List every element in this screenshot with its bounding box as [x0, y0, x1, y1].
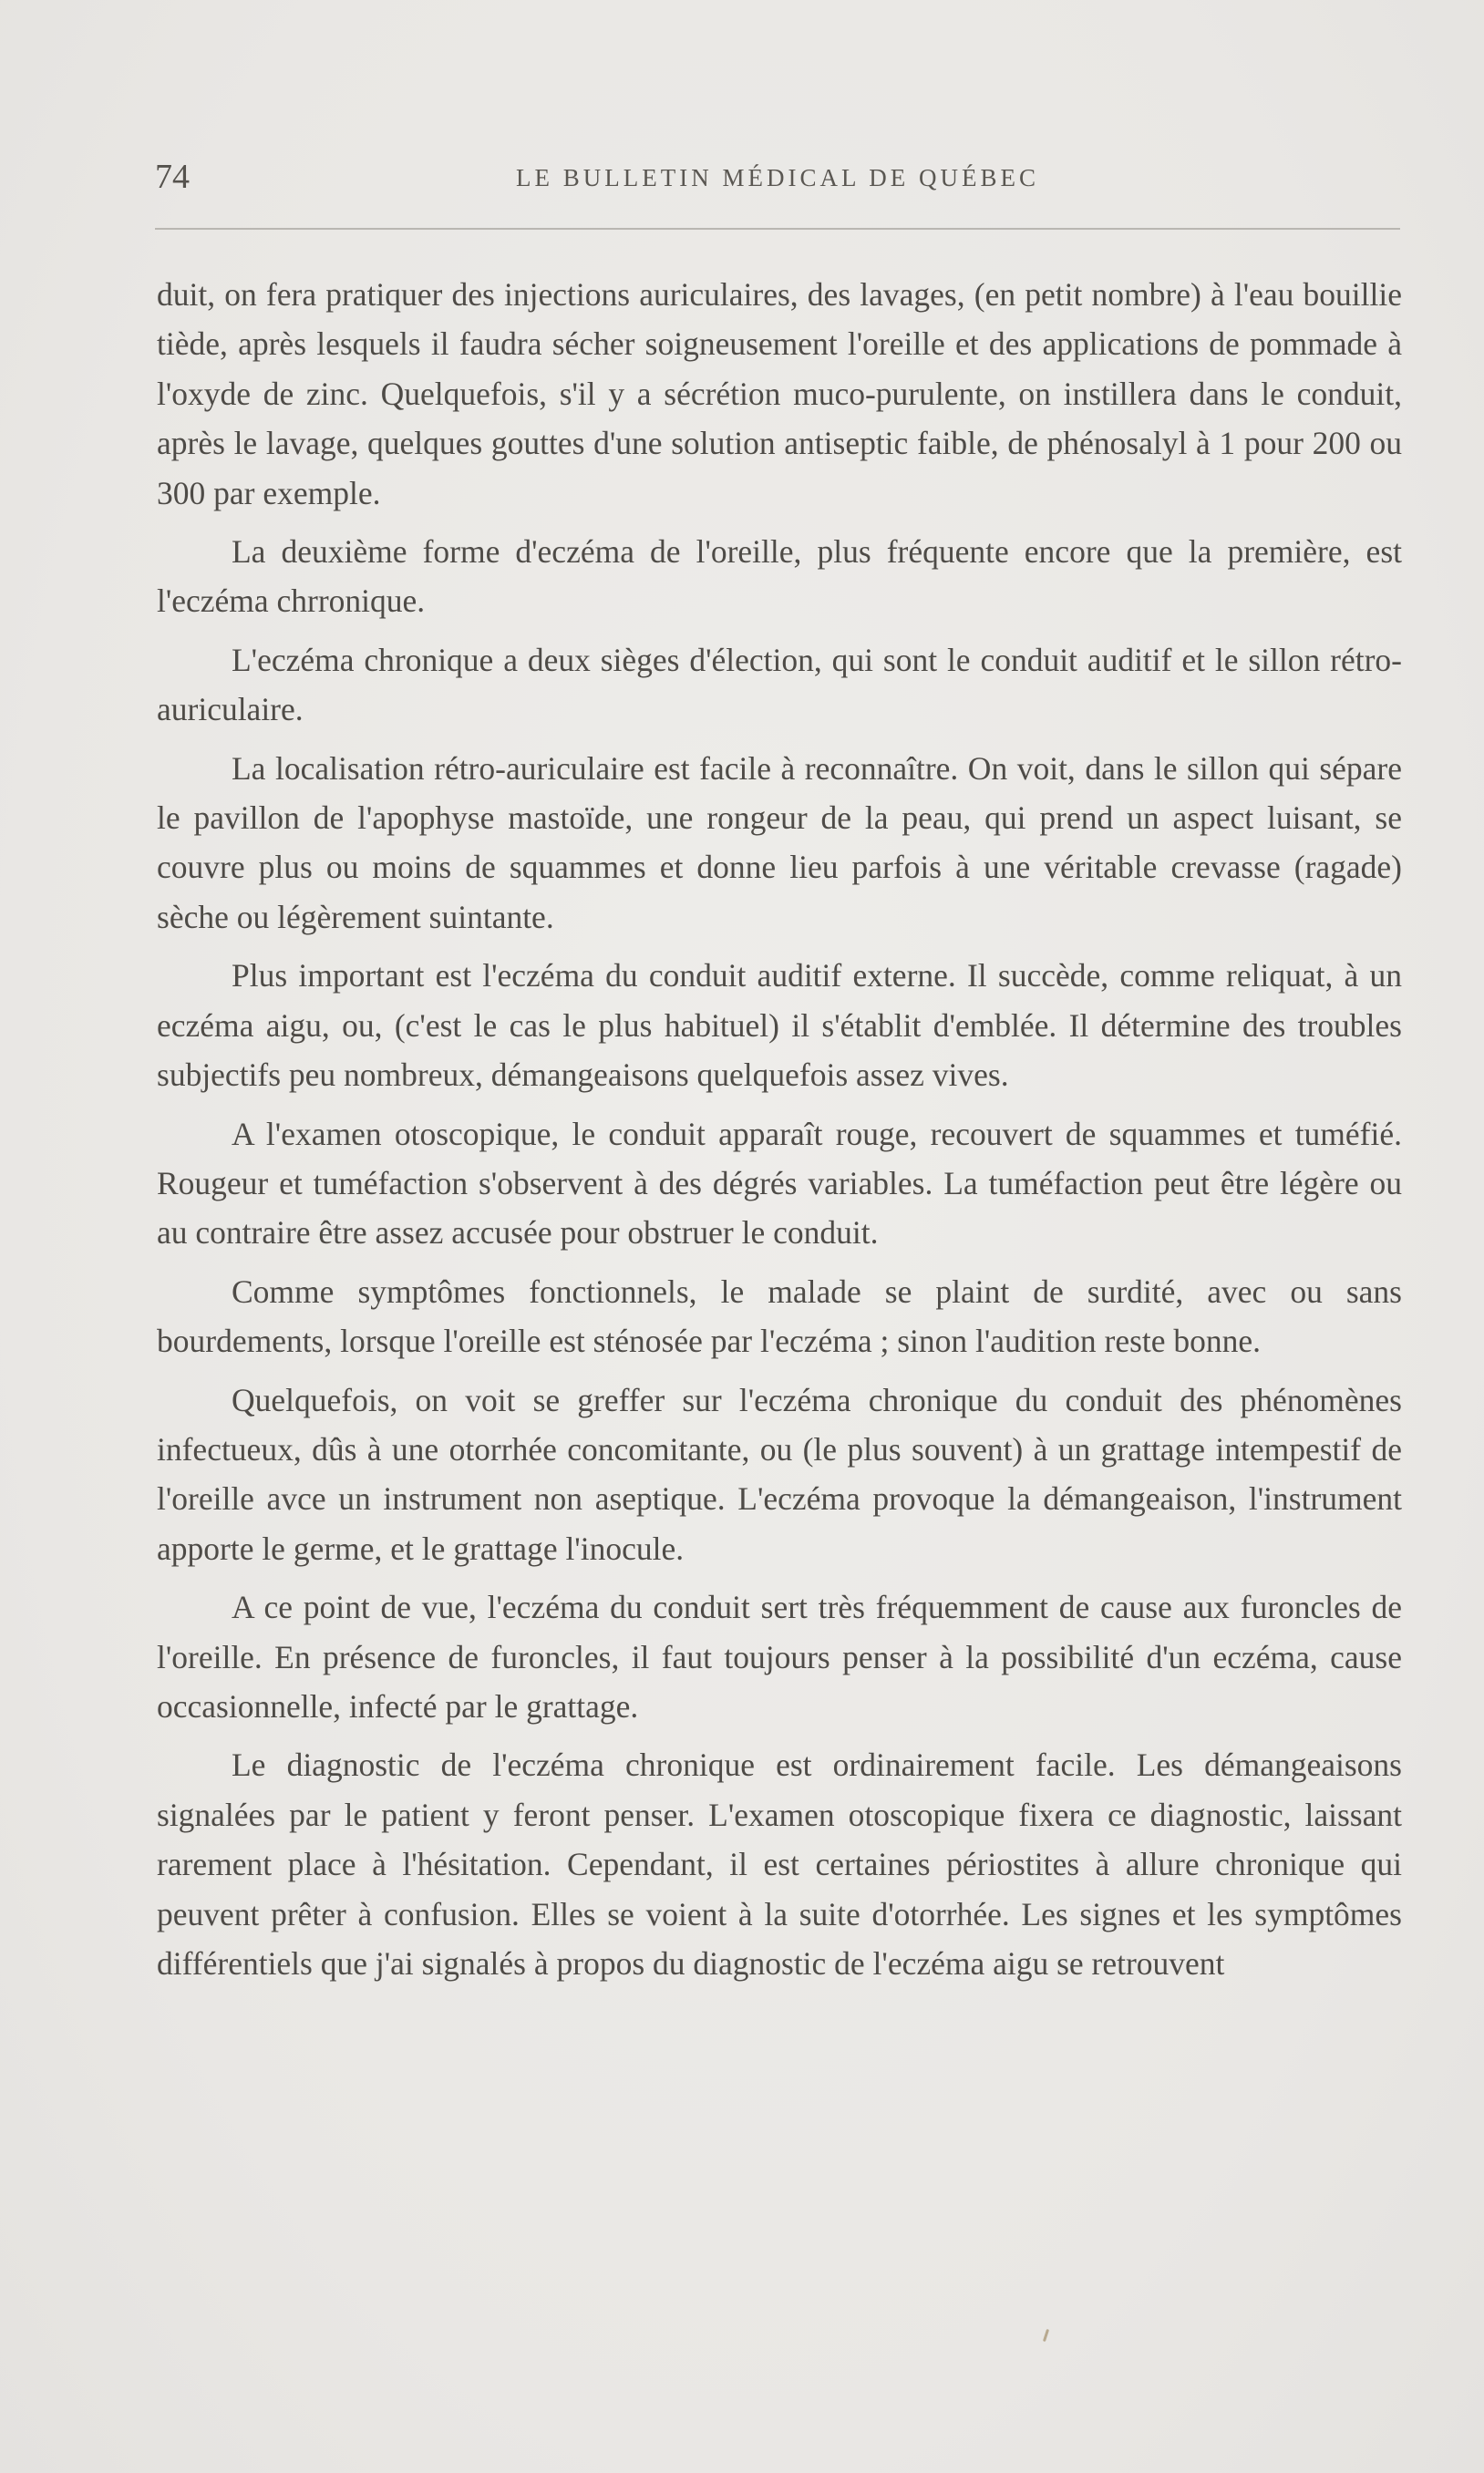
- paragraph: Plus important est l'eczéma du conduit auditif externe. Il succède, comme reliquat, à un eczéma aigu, ou, (c'est le cas le plus habituel) il s'établit d'emblée. Il détermine des troubles subjectifs peu nombreux, démangeaisons quelquefois assez vives.: [157, 957, 1402, 1094]
- paragraph: A ce point de vue, l'eczéma du conduit sert très fréquemment de cause aux furoncles de l'oreille. En présence de furoncles, il faut toujours penser à la possibilité d'un eczéma, cause occasionnelle, infecté par le grattage.: [157, 1589, 1402, 1725]
- paragraph: L'eczéma chronique a deux sièges d'élection, qui sont le conduit auditif et le sillon rétro-auriculaire.: [157, 641, 1402, 728]
- paragraph: La deuxième forme d'eczéma de l'oreille, plus fréquente encore que la première, est l'eczéma chrronique.: [157, 533, 1402, 620]
- header-rule: [155, 228, 1400, 230]
- page-number: 74: [155, 158, 190, 196]
- paragraph: Le diagnostic de l'eczéma chronique est ordinairement facile. Les démangeaisons signalées par le patient y feront penser. L'examen otoscopique fixera ce diagnostic, laissant rarement place à l'hésitation. Cependant, il est certaines périostites à allure chronique qui peuvent prêter à confusion. Elles se voient à la suite d'otorrhée. Les signes et les symptômes différentiels que j'ai signalés à propos du diagnostic de l'eczéma aigu se retrouvent: [157, 1747, 1402, 1982]
- article-body: [157, 270, 1402, 1997]
- paragraph: A l'examen otoscopique, le conduit apparaît rouge, recouvert de squammes et tuméfié. Rougeur et tuméfaction s'observent à des dégrés variables. La tuméfaction peut être légère ou au contraire être assez accusée pour obstruer le conduit.: [157, 1115, 1402, 1252]
- paragraph-continuation: duit, on fera pratiquer des injections auriculaires, des lavages, (en petit nombre) à l'eau bouillie tiède, après lesquels il faudra sécher soigneusement l'oreille et des applications de pommade à l'oxyde de zinc. Quelquefois, s'il y a sécrétion muco-purulente, on instillera dans le conduit, après le lavage, quelques gouttes d'une solution antiseptic faible, de phénosalyl à 1 pour 200 ou 300 par exemple.: [157, 276, 1402, 511]
- paragraph: Comme symptômes fonctionnels, le malade se plaint de surdité, avec ou sans bourdements, lorsque l'oreille est sténosée par l'eczéma ; sinon l'audition reste bonne.: [157, 1273, 1402, 1360]
- running-title: LE BULLETIN MÉDICAL DE QUÉBEC: [516, 164, 1039, 191]
- page-header: [155, 157, 1400, 202]
- paragraph: La localisation rétro-auriculaire est facile à reconnaître. On voit, dans le sillon qui sépare le pavillon de l'apophyse mastoïde, une rongeur de la peau, qui prend un aspect luisant, se couvre plus ou moins de squammes et donne lieu parfois à une véritable crevasse (ragade) sèche ou légèrement suintante.: [157, 749, 1402, 935]
- paragraph: Quelquefois, on voit se greffer sur l'eczéma chronique du conduit des phénomènes infectueux, dûs à une otorrhée concomitante, ou (le plus souvent) à un grattage intempestif de l'oreille avce un instrument non aseptique. L'eczéma provoque la démangeaison, l'instrument apporte le germe, et le grattage l'inocule.: [157, 1381, 1402, 1567]
- paper-speck: [1043, 2329, 1049, 2342]
